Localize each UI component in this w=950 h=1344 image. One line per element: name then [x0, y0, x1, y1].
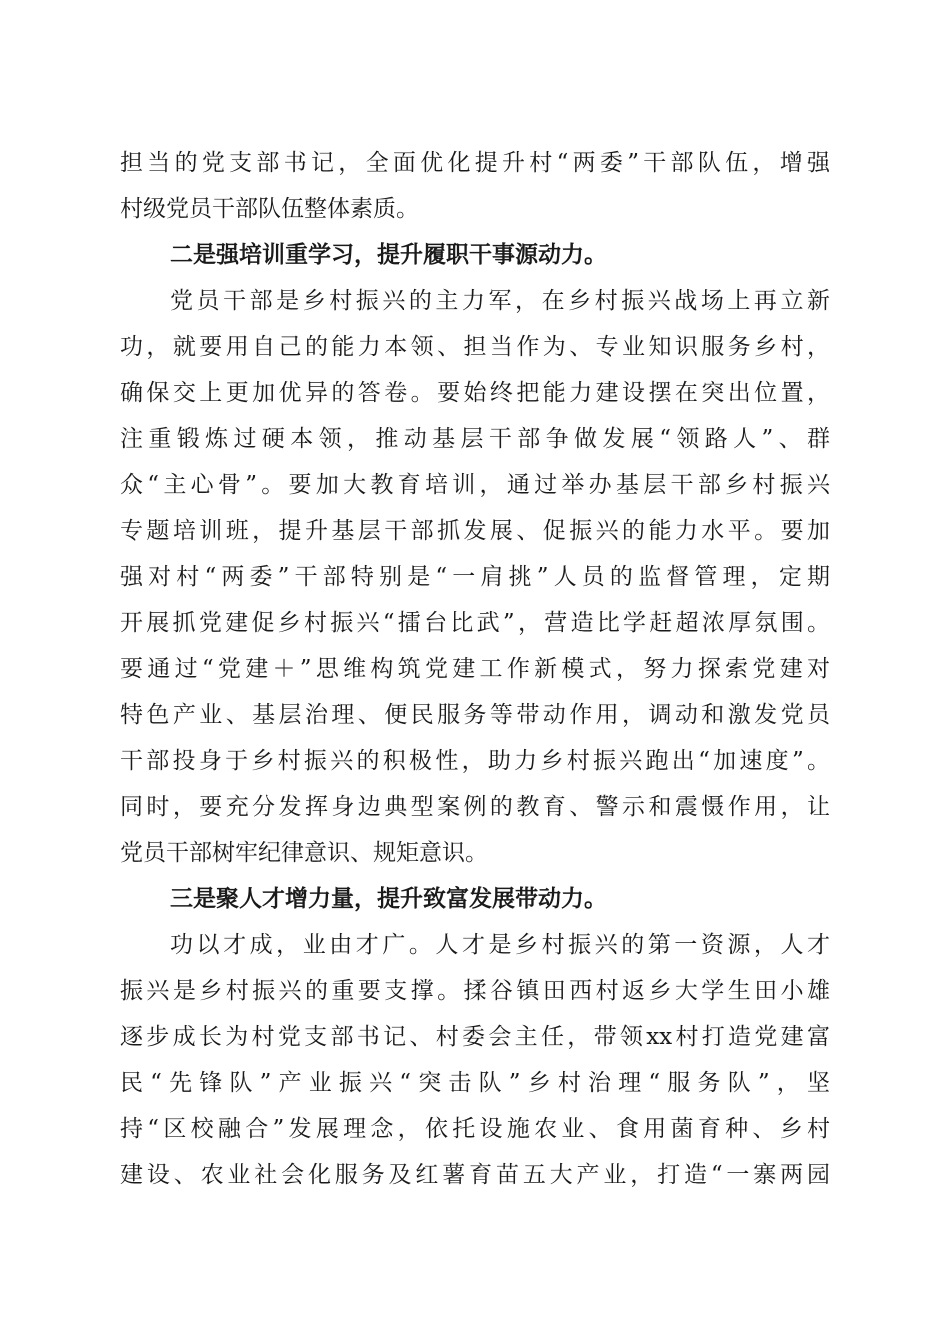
text-line: 确保交上更加优异的答卷。要始终把能力建设摆在突出位置，: [120, 380, 830, 406]
text-line: 党员干部是乡村振兴的主力军，在乡村振兴战场上再立新: [170, 288, 830, 314]
text-line: 党员干部树牢纪律意识、规矩意识。: [120, 840, 488, 866]
section-heading: 二是强培训重学习，提升履职干事源动力。: [170, 241, 607, 268]
text-line: 强对村“两委”干部特别是“一肩挑”人员的监督管理，定期: [120, 564, 830, 590]
text-line: 同时，要充分发挥身边典型案例的教育、警示和震慑作用，让: [120, 794, 830, 820]
section-heading: 三是聚人才增力量，提升致富发展带动力。: [170, 885, 607, 912]
text-line: 功，就要用自己的能力本领、担当作为、专业知识服务乡村，: [120, 334, 830, 360]
text-line: 功以才成，业由才广。人才是乡村振兴的第一资源，人才: [170, 932, 830, 958]
text-line: 专题培训班，提升基层干部抓发展、促振兴的能力水平。要加: [120, 518, 830, 544]
text-line: 振兴是乡村振兴的重要支撑。揉谷镇田西村返乡大学生田小雄: [120, 978, 830, 1004]
text-line: 村级党员干部队伍整体素质。: [120, 196, 419, 222]
text-line: 干部投身于乡村振兴的积极性，助力乡村振兴跑出“加速度”。: [120, 748, 830, 774]
text-line: 要通过“党建＋”思维构筑党建工作新模式，努力探索党建对: [120, 656, 830, 682]
text-line: 持“区校融合”发展理念，依托设施农业、食用菌育种、乡村: [120, 1116, 830, 1142]
text-line: 担当的党支部书记，全面优化提升村“两委”干部队伍，增强: [120, 150, 830, 176]
text-line: 特色产业、基层治理、便民服务等带动作用，调动和激发党员: [120, 702, 830, 728]
text-line: 民“先锋队”产业振兴“突击队”乡村治理“服务队”，坚: [120, 1070, 830, 1096]
text-line: 建设、农业社会化服务及红薯育苗五大产业，打造“一寨两园: [120, 1162, 830, 1188]
text-line: 逐步成长为村党支部书记、村委会主任，带领xx村打造党建富: [120, 1024, 830, 1050]
text-line: 开展抓党建促乡村振兴“擂台比武”，营造比学赶超浓厚氛围。: [120, 610, 830, 636]
text-line: 众“主心骨”。要加大教育培训，通过举办基层干部乡村振兴: [120, 472, 830, 498]
text-line: 注重锻炼过硬本领，推动基层干部争做发展“领路人”、群: [120, 426, 830, 452]
